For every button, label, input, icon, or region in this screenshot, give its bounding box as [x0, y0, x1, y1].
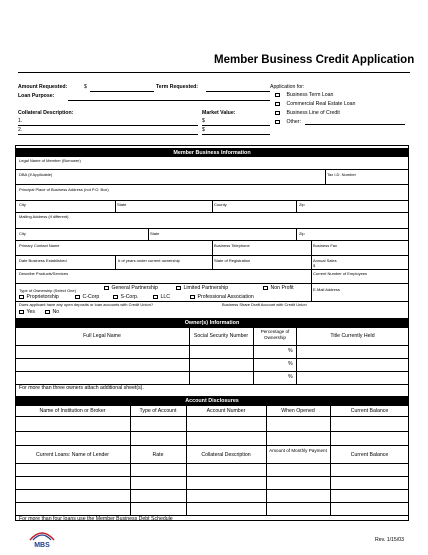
option-commercial-real-estate[interactable]: Commercial Real Estate Loan: [275, 101, 355, 107]
row-divider: [15, 371, 409, 372]
row-divider: [15, 405, 409, 406]
checkbox-icon[interactable]: [75, 295, 80, 300]
email-label: E-Mail Address: [313, 287, 340, 292]
zip-label: Zip: [299, 202, 305, 207]
checkbox-icon[interactable]: [19, 310, 24, 315]
current-employees-label: Current Number of Employees: [313, 271, 368, 276]
mbs-logo: [27, 528, 57, 550]
row-divider: [15, 269, 409, 270]
owners-col-percentage: Percentage of Ownership: [260, 329, 290, 340]
loans-col-rate: Rate: [152, 452, 164, 458]
checkbox-icon[interactable]: [113, 295, 118, 300]
col-divider: [212, 255, 213, 269]
collateral-2-value-field[interactable]: [202, 134, 270, 135]
deposits-no[interactable]: No: [45, 309, 59, 315]
ownership-general-partnership[interactable]: General Partnership: [104, 285, 158, 291]
owners-header: Owner(s) Information: [15, 318, 409, 327]
row-divider: [15, 463, 409, 464]
dba-label: DBA (If Applicable): [19, 172, 53, 177]
ownership-professional-association[interactable]: Professional Association: [190, 294, 254, 300]
checkbox-icon[interactable]: [275, 102, 280, 107]
checkbox-icon[interactable]: [153, 295, 158, 300]
county-label: County: [214, 202, 227, 207]
checkbox-icon[interactable]: [45, 310, 50, 315]
collateral-2-field[interactable]: [18, 134, 198, 135]
checkbox-icon[interactable]: [275, 93, 280, 98]
primary-contact-label: Primary Contact Name: [19, 243, 60, 248]
legal-name-label: Legal Name of Member (Borrower): [19, 158, 81, 163]
option-other[interactable]: Other:: [275, 119, 301, 125]
col-divider: [266, 445, 267, 515]
ownership-proprietorship[interactable]: Proprietorship: [19, 294, 59, 300]
checkbox-icon[interactable]: [19, 295, 24, 300]
revision-date: Rev. 1/15/03: [375, 537, 405, 543]
col-divider: [311, 269, 312, 283]
checkbox-icon[interactable]: [275, 111, 280, 116]
deposits-question: Does applicant have any open deposits or loan accounts with Credit Union?: [19, 302, 154, 307]
row-divider: [15, 502, 409, 503]
col-divider: [115, 255, 116, 269]
business-fax-label: Business Fax: [313, 243, 338, 248]
checkbox-icon[interactable]: [275, 120, 280, 125]
ownership-c-corp[interactable]: C-Corp: [75, 294, 99, 300]
title-rule: [18, 72, 410, 73]
row-divider: [15, 283, 409, 284]
mailing-state-label: State: [150, 231, 160, 236]
col-divider: [311, 255, 312, 269]
ownership-limited-partnership[interactable]: Limited Partnership: [176, 285, 228, 291]
date-established-label: Date Business Established: [19, 258, 67, 263]
row-divider: [15, 358, 409, 359]
row-divider: [15, 445, 409, 446]
checkbox-icon[interactable]: [263, 286, 268, 291]
mbs-logo-icon: [27, 528, 57, 550]
accounts-col-type: Type of Account: [139, 408, 177, 414]
row-divider: [15, 416, 409, 417]
state-registration-label: State of Registration: [214, 258, 251, 263]
col-divider: [212, 240, 213, 255]
years-ownership-label: # of years under current ownership: [118, 258, 180, 263]
loan-purpose-field[interactable]: [68, 100, 270, 101]
collateral-description-label: Collateral Description:: [18, 110, 74, 116]
ownership-non-profit[interactable]: Non Profit: [263, 285, 294, 291]
accounts-col-opened: When Opened: [281, 408, 315, 414]
option-business-term-loan[interactable]: Business Term Loan: [275, 92, 333, 98]
owners-col-full-legal-name: Full Legal Name: [83, 333, 121, 339]
tax-id-label: Tax I.D. Number: [327, 172, 356, 177]
state-label: State: [117, 202, 127, 207]
owner-row-1-percent: %: [288, 348, 293, 354]
application-for-label: Application for:: [270, 84, 305, 90]
accounts-col-institution: Name of Institution or Broker: [39, 408, 106, 414]
owners-col-title: Title Currently Held: [330, 333, 375, 339]
mailing-zip-label: Zip: [299, 231, 305, 236]
row-divider: [15, 327, 409, 328]
row-divider: [15, 476, 409, 477]
amount-requested-field[interactable]: [90, 91, 154, 92]
collateral-1-dollar: $: [202, 118, 205, 124]
owners-col-ssn: Social Security Number: [193, 333, 249, 339]
market-value-label: Market Value:: [202, 110, 236, 116]
city-label: City: [19, 202, 26, 207]
mailing-address-label: Mailing Address (if different): [19, 214, 69, 219]
loans-col-balance: Current Balance: [350, 452, 389, 458]
collateral-1-value-field[interactable]: [202, 125, 270, 126]
owners-note: For more than three owners attach additional sheet(s).: [19, 385, 144, 391]
amount-requested-label: Amount Requested:: [18, 84, 68, 90]
col-divider: [148, 228, 149, 240]
collateral-2-dollar: $: [202, 127, 205, 133]
checkbox-icon[interactable]: [104, 286, 109, 291]
collateral-1-field[interactable]: [18, 125, 198, 126]
checkbox-icon[interactable]: [176, 286, 181, 291]
loans-col-collateral: Collateral Description: [201, 452, 251, 458]
row-divider: [15, 169, 409, 170]
logo-text: MBS: [34, 542, 50, 549]
col-divider: [311, 283, 312, 301]
describe-products-label: Describe Products/Services: [19, 271, 69, 276]
loans-col-lender: Current Loans: Name of Lender: [36, 452, 109, 458]
owner-row-3-percent: %: [288, 374, 293, 380]
owner-row-2-percent: %: [288, 361, 293, 367]
ownership-llc[interactable]: LLC: [153, 294, 170, 300]
other-field[interactable]: [305, 124, 405, 125]
loans-note: For more than four loans use the Member Business Debt Schedule: [19, 516, 173, 522]
row-divider: [15, 345, 409, 346]
row-divider: [15, 489, 409, 490]
row-divider: [15, 431, 409, 432]
row-divider: [15, 212, 409, 213]
business-telephone-label: Business Telephone: [214, 243, 250, 248]
principal-place-label: Principal Place of Business Address (not P.O. Box): [19, 187, 109, 192]
term-requested-label: Term Requested:: [156, 84, 198, 90]
col-divider: [212, 200, 213, 212]
ownership-type-label: Type of Ownership (Select One): [19, 288, 76, 293]
col-divider: [115, 200, 116, 212]
col-divider: [296, 200, 297, 212]
amount-dollar-sign: $: [84, 84, 87, 90]
col-divider: [296, 228, 297, 240]
member-info-header: Member Business Information: [15, 148, 409, 157]
col-divider: [311, 240, 312, 255]
option-business-line-of-credit[interactable]: Business Line of Credit: [275, 110, 340, 116]
annual-sales-dollar: $: [313, 263, 316, 268]
accounts-header: Account Disclosures: [15, 396, 409, 405]
checkbox-icon[interactable]: [190, 295, 195, 300]
collateral-row-2: 2.: [18, 127, 23, 133]
loan-purpose-label: Loan Purpose:: [18, 93, 55, 99]
mailing-city-label: City: [19, 231, 26, 236]
col-divider: [325, 169, 326, 184]
deposits-yes[interactable]: Yes: [19, 309, 35, 315]
ownership-s-corp[interactable]: S-Corp.: [113, 294, 138, 300]
accounts-col-number: Account Number: [206, 408, 246, 414]
row-divider: [15, 228, 409, 229]
accounts-col-balance: Current Balance: [350, 408, 389, 414]
annual-sales-label: Annual Sales: [313, 258, 337, 263]
term-requested-field[interactable]: [206, 91, 270, 92]
collateral-row-1: 1.: [18, 118, 23, 124]
share-draft-label: Business Share Draft Account with Credit Union: [222, 302, 307, 307]
loans-col-monthly-payment: Amount of Monthly Payment: [269, 448, 327, 453]
row-divider: [15, 184, 409, 185]
page-title: Member Business Credit Application: [214, 54, 415, 66]
